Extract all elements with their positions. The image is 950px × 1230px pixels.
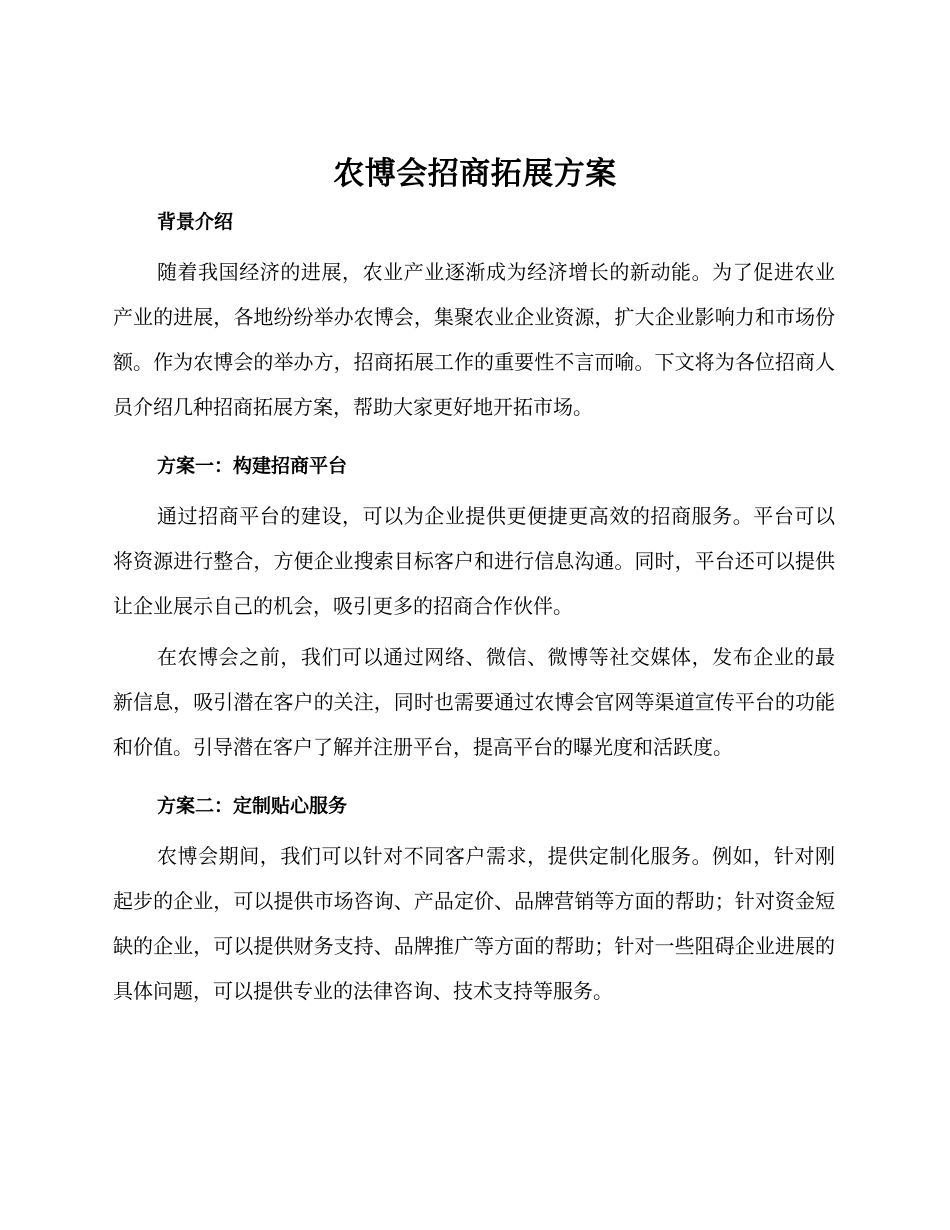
section-heading-plan-two: 方案二：定制贴心服务 — [157, 795, 348, 817]
document-title: 农博会招商拓展方案 — [333, 156, 617, 192]
paragraph-plan-one-2: 在农博会之前，我们可以通过网络、微信、微博等社交媒体，发布企业的最新信息，吸引潜在客户的关注，同时也需要通过农博会官网等渠道宣传平台的功能和价值。引导潜在客户了解并注册平台，提高平台的曝光度和活跃度。 — [113, 645, 835, 759]
section-heading-background: 背景介绍 — [157, 211, 234, 233]
paragraph-plan-one-1: 通过招商平台的建设，可以为企业提供更便捷更高效的招商服务。平台可以将资源进行整合，方便企业搜索目标客户和进行信息沟通。同时，平台还可以提供让企业展示自己的机会，吸引更多的招商合作伙伴。 — [113, 504, 835, 618]
section-heading-plan-one: 方案一：构建招商平台 — [157, 455, 348, 477]
paragraph-plan-two: 农博会期间，我们可以针对不同客户需求，提供定制化服务。例如，针对刚起步的企业，可以提供市场咨询、产品定价、品牌营销等方面的帮助；针对资金短缺的企业，可以提供财务支持、品牌推广等方面的帮助；针对一些阻碍企业进展的具体问题，可以提供专业的法律咨询、技术支持等服务。 — [113, 844, 835, 1003]
document-body — [113, 200, 835, 1014]
paragraph-background: 随着我国经济的进展，农业产业逐渐成为经济增长的新动能。为了促进农业产业的进展，各地纷纷举办农博会，集聚农业企业资源，扩大企业影响力和市场份额。作为农博会的举办方，招商拓展工作的重要性不言而喻。下文将为各位招商人员介绍几种招商拓展方案，帮助大家更好地开拓市场。 — [113, 260, 835, 419]
